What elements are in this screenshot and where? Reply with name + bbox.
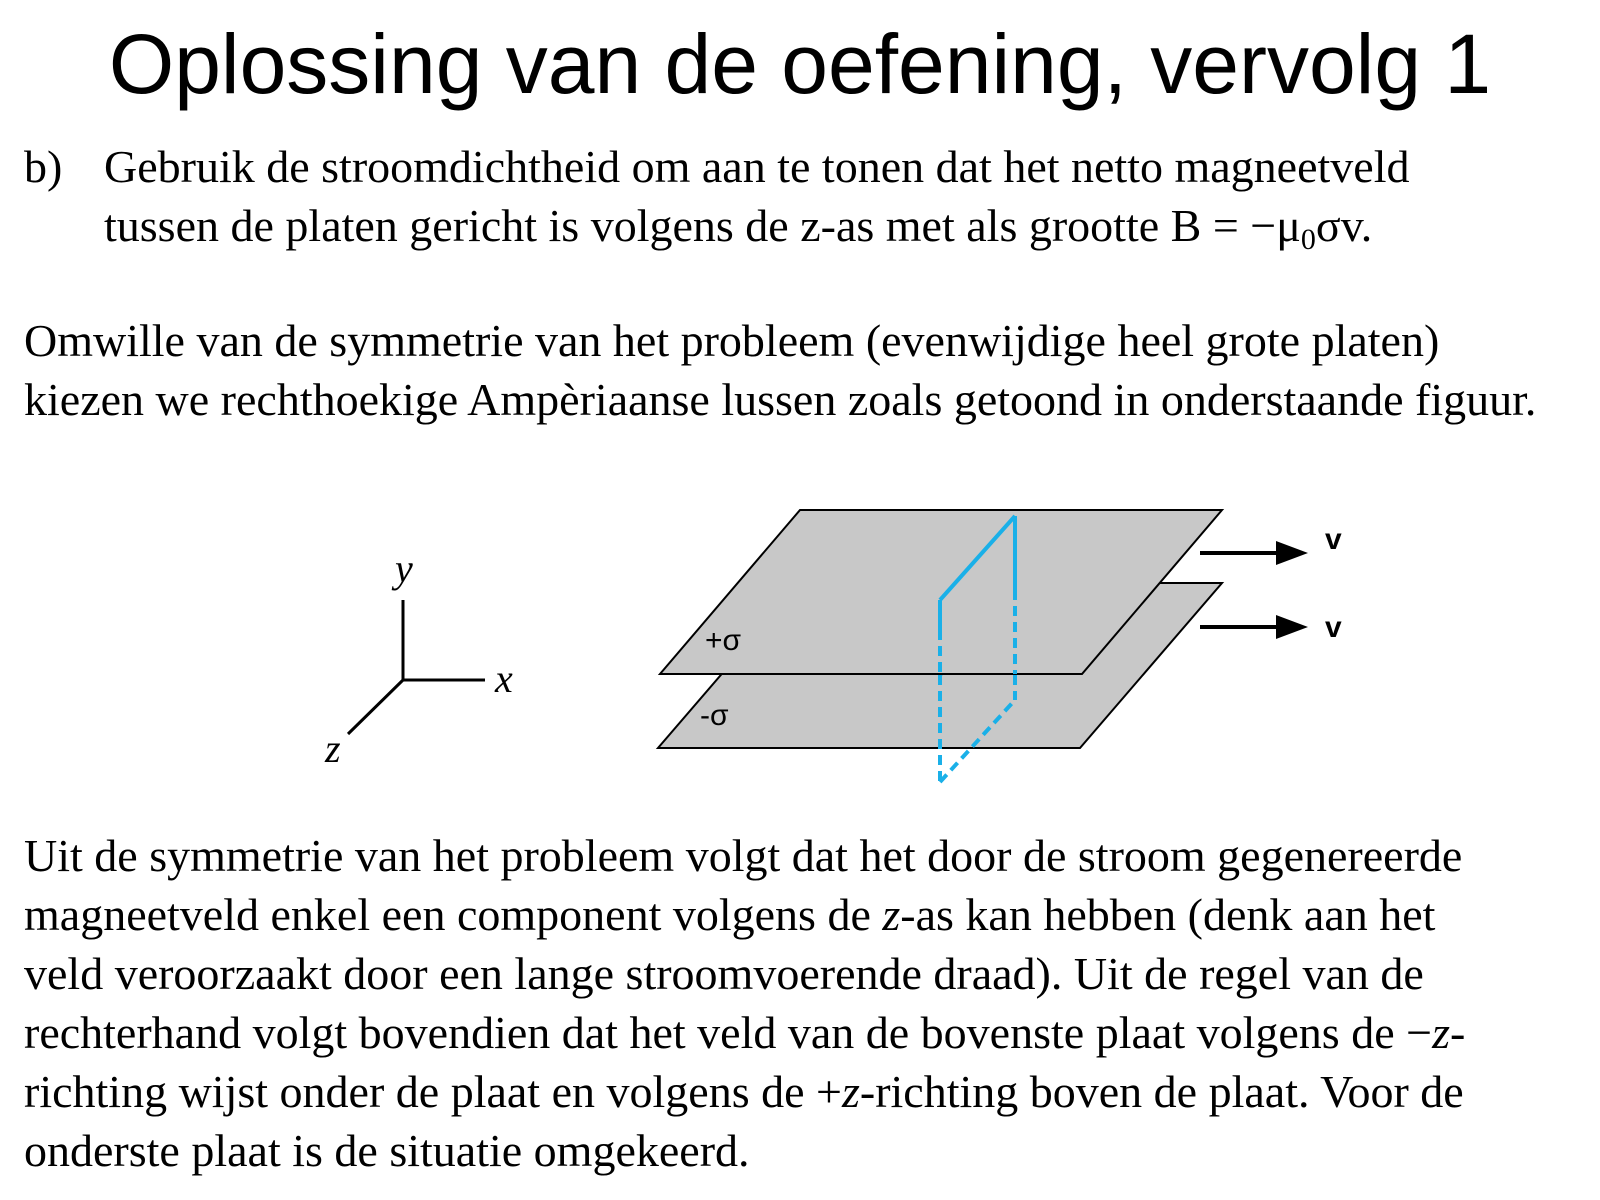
velocity-label-bottom: v <box>1325 611 1342 644</box>
axes-diagram <box>324 546 513 771</box>
conclusion-line-6: onderste plaat is de situatie omgekeerd. <box>24 1125 750 1176</box>
question-line-1: Gebruik de stroomdichtheid om aan te tonen dat het netto magneetveld <box>104 141 1410 192</box>
bottom-plate-label: -σ <box>700 699 729 732</box>
conclusion-line-1: Uit de symmetrie van het probleem volgt dat het door de stroom gegenereerde <box>24 830 1463 881</box>
z-symbol-3: z <box>841 1066 860 1117</box>
z-symbol-1: z <box>882 889 901 940</box>
conclusion-line-4-a: rechterhand volgt bovendien dat het veld van de bovenste plaat volgens de − <box>24 1007 1433 1058</box>
conclusion-line-5-b: -richting boven de plaat. Voor de <box>859 1066 1464 1117</box>
x-axis-label: x <box>495 656 513 701</box>
question-label: b) <box>24 141 63 192</box>
conclusion-line-4 <box>24 1003 1584 1062</box>
figure-plates <box>0 500 1600 810</box>
velocity-label-top: v <box>1325 523 1342 556</box>
question-line-2 <box>104 200 1373 256</box>
top-plate-label: +σ <box>705 624 742 657</box>
question-b <box>24 137 1584 255</box>
question-text <box>104 137 1524 255</box>
z-symbol-2: z <box>1432 1007 1450 1058</box>
figure-svg <box>0 500 1600 810</box>
z-axis-label: z <box>325 726 341 771</box>
mu-subscript: 0 <box>1300 223 1316 256</box>
question-line-2-suffix: σv. <box>1315 200 1373 251</box>
conclusion-line-5 <box>24 1062 1584 1121</box>
y-axis-label: y <box>395 546 413 591</box>
conclusion-line-3: veld veroorzaakt door een lange stroomvoerende draad). Uit de regel van de <box>24 948 1424 999</box>
paragraph-conclusion <box>24 826 1584 1180</box>
conclusion-line-2 <box>24 885 1584 944</box>
conclusion-line-4-b: - <box>1449 1007 1466 1058</box>
conclusion-line-5-a: richting wijst onder de plaat en volgens de + <box>24 1066 842 1117</box>
page-title: Oplossing van de oefening, vervolg 1 <box>108 17 1492 111</box>
conclusion-line-2-b: -as kan hebben (denk aan het <box>900 889 1436 940</box>
z-axis-line <box>348 680 403 734</box>
velocity-arrow-bottom <box>1200 615 1308 639</box>
paragraph-symmetry: Omwille van de symmetrie van het probleem (evenwijdige heel grote platen) kiezen we rechthoekige Ampèriaanse lussen zoals getoond in onderstaande figuur. <box>24 315 1537 425</box>
velocity-arrow-top <box>1200 541 1308 565</box>
conclusion-line-2-a: magneetveld enkel een component volgens de <box>24 889 883 940</box>
question-line-2-prefix: tussen de platen gericht is volgens de z-as met als grootte B = −μ <box>104 200 1301 251</box>
